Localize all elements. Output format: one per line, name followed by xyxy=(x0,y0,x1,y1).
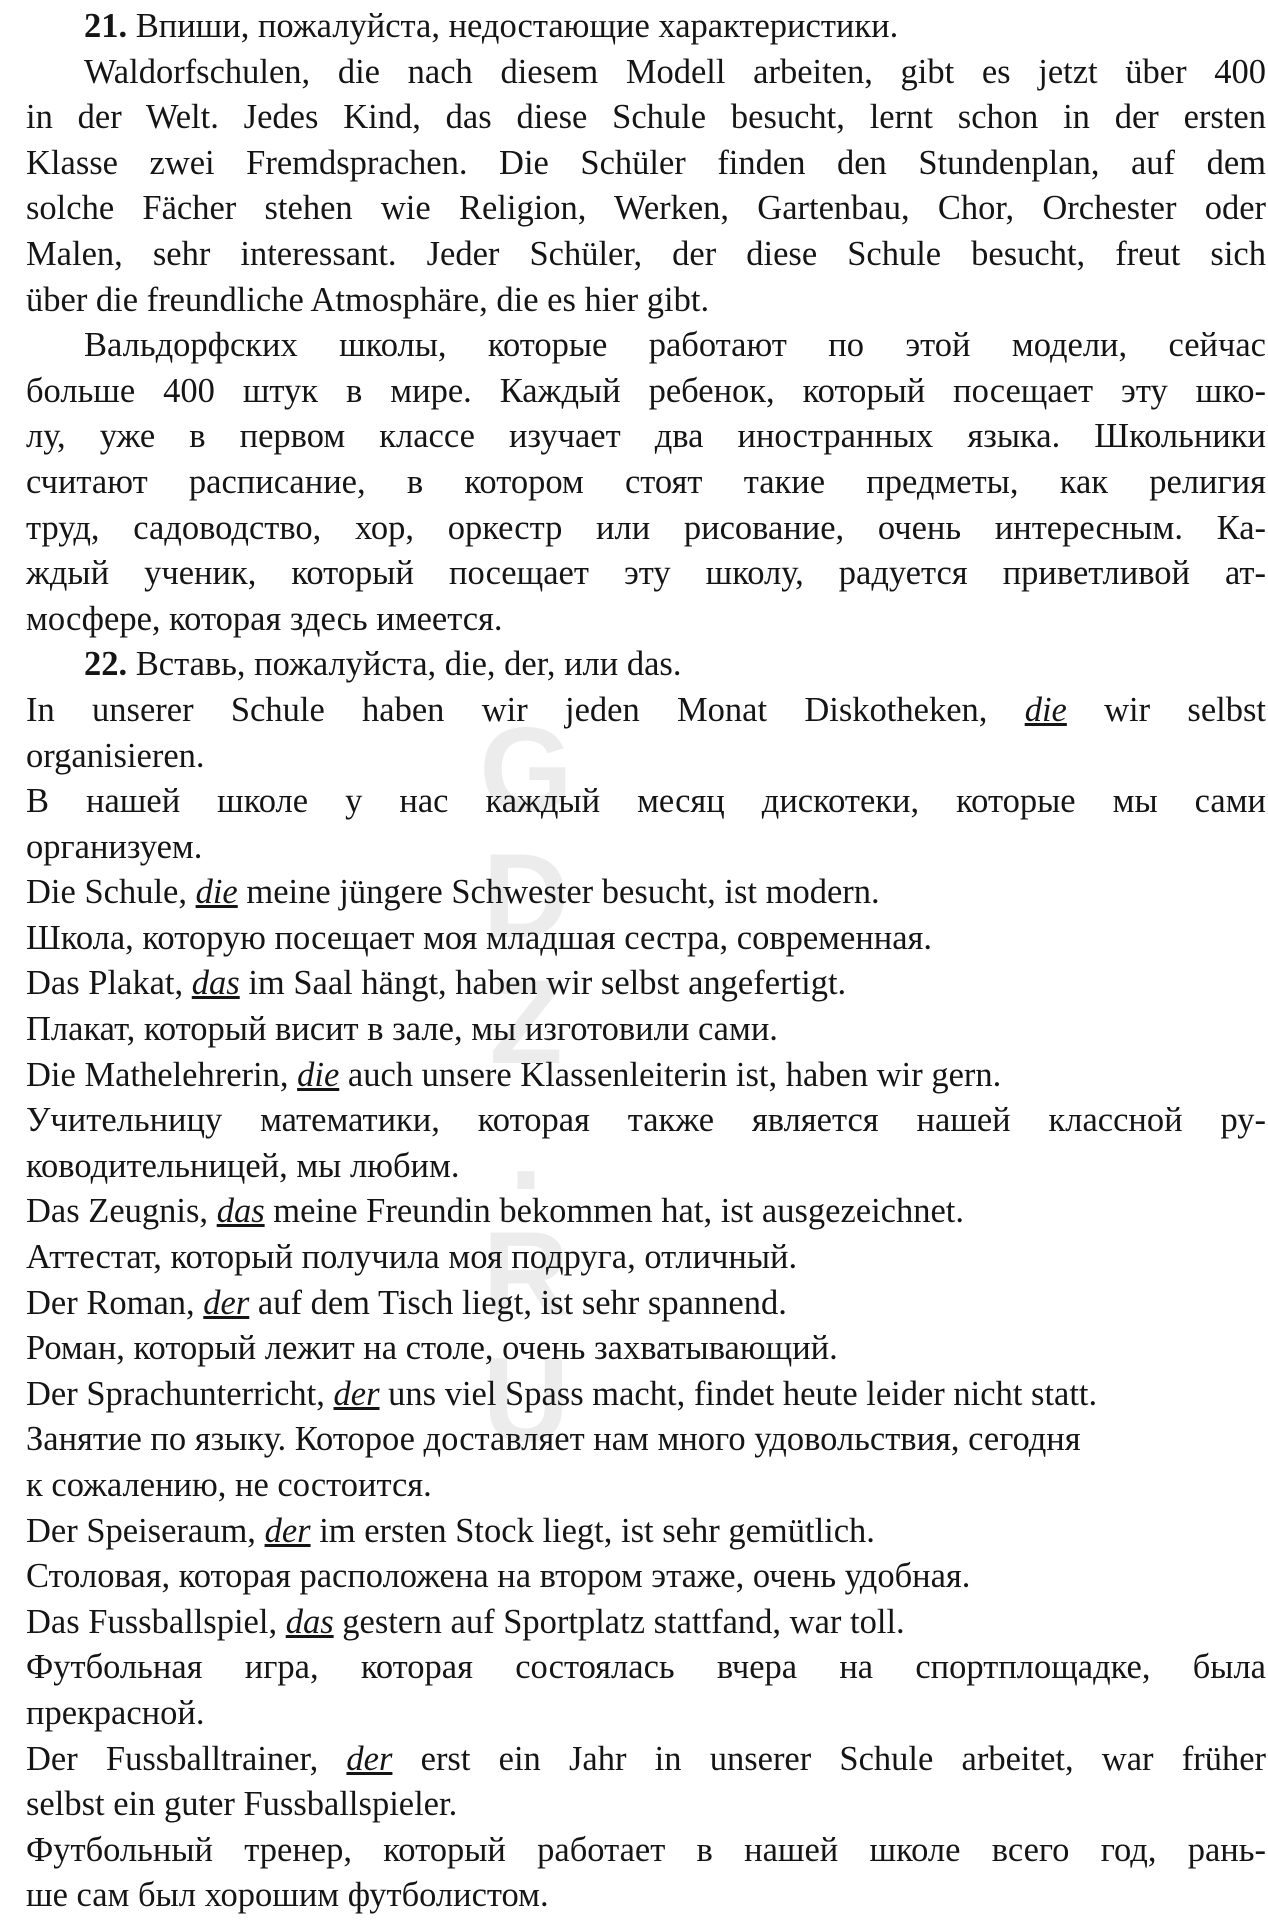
watermark-letter: G xyxy=(479,703,573,837)
german-paragraph-line: solche Fächer stehen wie Religion, Werken, Gartenbau, Chor, Orchester oder xyxy=(26,189,1266,228)
exercise-number: 22. xyxy=(84,645,128,684)
sentence-text: Das Zeugnis, xyxy=(26,1192,209,1231)
german-sentence xyxy=(26,1372,1266,1418)
german-sentence xyxy=(26,688,1266,734)
answer-word: das xyxy=(285,1602,334,1641)
sentence-text: Die Schule, xyxy=(26,873,187,912)
sentence-text: im ersten Stock liegt, ist sehr gemütlich. xyxy=(319,1511,875,1550)
sentence-text: uns viel Spass macht, findet heute leider nicht statt. xyxy=(388,1374,1098,1413)
sentence-text: Die Mathelehrerin, xyxy=(26,1055,289,1094)
russian-translation: Столовая, которая расположена на втором этаже, очень удобная. xyxy=(26,1557,971,1596)
russian-translation: Занятие по языку. Которое доставляет нам много удовольствия, сегодня xyxy=(26,1420,1081,1459)
russian-translation: Футбольный тренер, который работает в нашей школе всего год, рань- xyxy=(26,1830,1266,1869)
russian-translation-cont: ководительницей, мы любим. xyxy=(26,1146,460,1185)
german-sentence-cont: organisieren. xyxy=(26,736,205,775)
sentence-text: Der Roman, xyxy=(26,1283,195,1322)
russian-translation: Аттестат, который получила моя подруга, отличный. xyxy=(26,1238,798,1277)
sentence-text: meine jüngere Schwester besucht, ist modern. xyxy=(246,873,880,912)
russian-paragraph-line: больше 400 штук в мире. Каждый ребенок, который посещает эту шко- xyxy=(26,371,1266,410)
russian-paragraph-line: мосфере, которая здесь имеется. xyxy=(26,599,503,638)
watermark-letter: . xyxy=(509,1081,543,1215)
answer-word: die xyxy=(1024,690,1067,729)
german-sentence xyxy=(26,1189,1266,1235)
watermark-letter: U xyxy=(482,1333,570,1467)
german-sentence xyxy=(26,1600,1266,1646)
answer-word: der xyxy=(264,1511,311,1550)
russian-translation: Плакат, который висит в зале, мы изготовили сами. xyxy=(26,1010,778,1049)
russian-paragraph-line: труд, садоводство, хор, оркестр или рисование, очень интересным. Ка- xyxy=(26,508,1266,547)
german-sentence xyxy=(26,870,1266,916)
russian-translation: Школа, которую посещает моя младшая сестра, современная. xyxy=(26,918,933,957)
russian-translation: В нашей школе у нас каждый месяц дискотеки, которые мы сами xyxy=(26,782,1266,821)
russian-paragraph-line: Вальдорфских школы, которые работают по этой модели, сейчас xyxy=(84,326,1266,365)
german-sentence xyxy=(26,1053,1266,1099)
german-paragraph-line: Malen, sehr interessant. Jeder Schüler, der diese Schule besucht, freut sich xyxy=(26,234,1266,273)
answer-word: der xyxy=(203,1283,250,1322)
german-sentence xyxy=(26,961,1266,1007)
sentence-text: In unserer Schule haben wir jeden Monat Diskotheken, xyxy=(26,690,988,729)
russian-translation-cont: к сожалению, не состоится. xyxy=(26,1466,432,1504)
german-sentence xyxy=(26,1509,1266,1555)
sentence-text: auf dem Tisch liegt, ist sehr spannend. xyxy=(257,1283,787,1322)
exercise-title: Впиши, пожалуйста, недостающие характеристики. xyxy=(135,7,899,45)
russian-translation: Учительницу математики, которая также является нашей классной ру- xyxy=(26,1101,1266,1140)
answer-word: der xyxy=(346,1739,393,1778)
russian-paragraph-line: считают расписание, в котором стоят такие предметы, как религия xyxy=(26,462,1266,501)
exercise-title: Вставь, пожалуйста, die, der, или das. xyxy=(135,645,682,684)
german-sentence xyxy=(26,1737,1266,1783)
exercise-21-heading xyxy=(26,4,1266,50)
russian-translation-cont: ше сам был хорошим футболистом. xyxy=(26,1876,549,1915)
watermark-letter: Z xyxy=(489,955,563,1089)
sentence-text: Das Plakat, xyxy=(26,964,184,1003)
sentence-text: auch unsere Klassenleiterin ist, haben wir gern. xyxy=(347,1055,1002,1094)
russian-translation-cont: прекрасной. xyxy=(26,1693,205,1732)
german-sentence-cont: selbst ein guter Fussballspieler. xyxy=(26,1785,458,1824)
answer-word: das xyxy=(216,1192,265,1231)
exercise-number: 21. xyxy=(84,7,128,45)
sentence-text: erst ein Jahr in unserer Schule arbeitet, war früher xyxy=(420,1739,1266,1778)
german-paragraph-line: über die freundliche Atmosphäre, die es hier gibt. xyxy=(26,280,710,319)
sentence-text: Der Fussballtrainer, xyxy=(26,1739,319,1778)
sentence-text: gestern auf Sportplatz stattfand, war toll. xyxy=(342,1602,905,1641)
watermark-letter: D xyxy=(482,829,570,963)
sentence-text: Das Fussballspiel, xyxy=(26,1602,278,1641)
sentence-text: wir selbst xyxy=(1104,690,1267,729)
answer-word: der xyxy=(333,1374,380,1413)
russian-paragraph-line: лу, уже в первом классе изучает два иностранных языка. Школьники xyxy=(26,417,1266,456)
german-paragraph-line: Klasse zwei Fremdsprachen. Die Schüler finden den Stundenplan, auf dem xyxy=(26,143,1266,182)
sentence-text: Der Sprachunterricht, xyxy=(26,1374,325,1413)
russian-translation: Футбольная игра, которая состоялась вчера на спортплощадке, была xyxy=(26,1648,1266,1687)
german-paragraph-line: in der Welt. Jedes Kind, das diese Schule besucht, lernt schon in der ersten xyxy=(26,98,1266,137)
answer-word: die xyxy=(195,873,238,912)
german-paragraph-line: Waldorfschulen, die nach diesem Modell arbeiten, gibt es jetzt über 400 xyxy=(84,52,1266,91)
exercise-22-heading xyxy=(26,642,1266,688)
russian-paragraph-line: ждый ученик, который посещает эту школу, радуется приветливой ат- xyxy=(26,554,1266,593)
answer-word: die xyxy=(297,1055,340,1094)
answer-word: das xyxy=(191,964,240,1003)
german-sentence xyxy=(26,1281,1266,1327)
russian-translation-cont: организуем. xyxy=(26,827,203,866)
russian-translation: Роман, который лежит на столе, очень захватывающий. xyxy=(26,1329,838,1368)
sentence-text: Der Speiseraum, xyxy=(26,1511,256,1550)
textbook-page xyxy=(26,4,1266,1919)
sentence-text: meine Freundin bekommen hat, ist ausgezeichnet. xyxy=(273,1192,965,1231)
watermark-letter: R xyxy=(482,1207,570,1341)
sentence-text: im Saal hängt, haben wir selbst angefertigt. xyxy=(248,964,847,1003)
